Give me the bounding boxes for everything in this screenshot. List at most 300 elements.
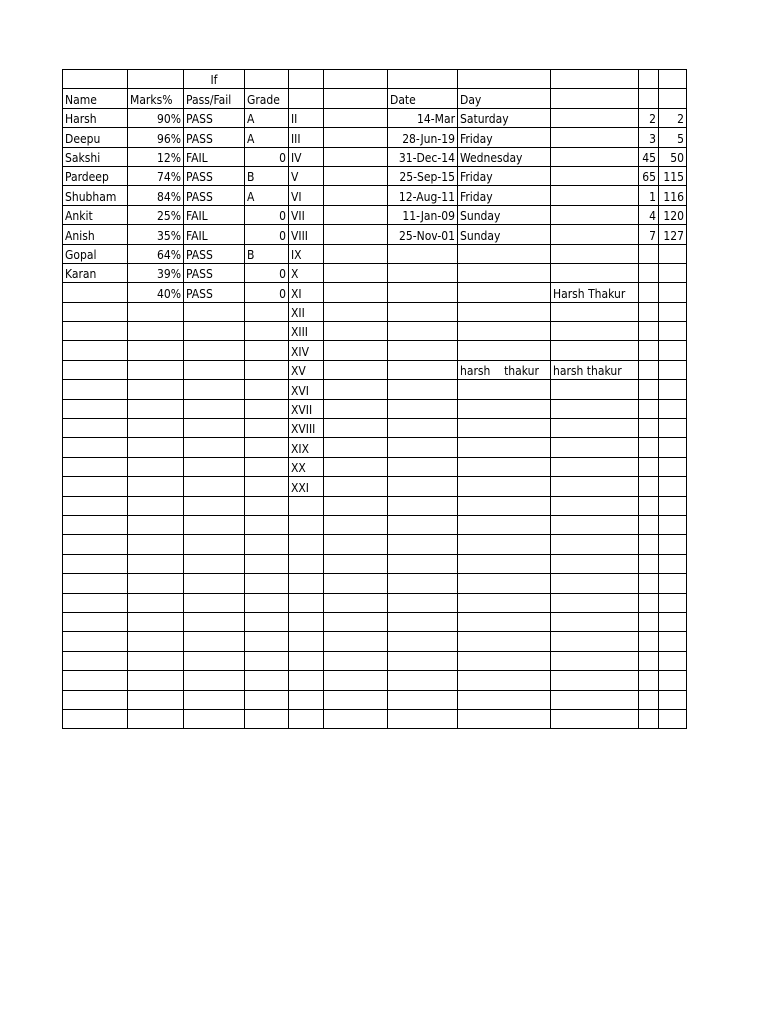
cell-text[interactable]: harsh thakur <box>551 360 639 379</box>
cell-grade[interactable] <box>245 690 289 709</box>
cell-text[interactable] <box>551 244 639 263</box>
cell-blank[interactable] <box>324 302 388 321</box>
cell-roman[interactable]: XX <box>289 457 324 476</box>
cell-blank[interactable] <box>324 341 388 360</box>
cell-roman[interactable] <box>289 535 324 554</box>
cell-grade[interactable] <box>245 438 289 457</box>
cell-roman[interactable]: XIX <box>289 438 324 457</box>
cell-date[interactable] <box>388 554 458 573</box>
cell-day[interactable]: Wednesday <box>458 147 551 166</box>
cell-value[interactable] <box>639 496 659 515</box>
cell-value[interactable]: 3 <box>639 128 659 147</box>
cell-text[interactable] <box>551 380 639 399</box>
cell-running-total[interactable] <box>659 244 687 263</box>
cell-roman[interactable]: XI <box>289 283 324 302</box>
cell-name[interactable] <box>63 690 128 709</box>
cell-blank[interactable] <box>324 690 388 709</box>
cell-value[interactable] <box>639 477 659 496</box>
cell-name[interactable] <box>63 477 128 496</box>
cell-value[interactable]: 65 <box>639 166 659 185</box>
cell-grade[interactable] <box>245 380 289 399</box>
cell-pass-fail[interactable] <box>184 632 245 651</box>
cell-pass-fail[interactable] <box>184 651 245 670</box>
cell-name[interactable] <box>63 283 128 302</box>
cell-name[interactable] <box>63 399 128 418</box>
cell-text[interactable] <box>551 438 639 457</box>
cell-pass-fail[interactable]: PASS <box>184 263 245 282</box>
cell-marks[interactable] <box>128 360 184 379</box>
cell-text[interactable] <box>551 128 639 147</box>
cell-roman[interactable] <box>289 496 324 515</box>
cell-value[interactable] <box>639 399 659 418</box>
cell-pass-fail[interactable] <box>184 360 245 379</box>
cell-day[interactable] <box>458 632 551 651</box>
cell-text[interactable] <box>551 457 639 476</box>
cell-pass-fail[interactable] <box>184 690 245 709</box>
cell-marks[interactable]: 74% <box>128 166 184 185</box>
cell-blank[interactable] <box>324 166 388 185</box>
cell-name[interactable]: Sakshi <box>63 147 128 166</box>
cell-value[interactable]: 2 <box>639 108 659 127</box>
cell-day[interactable] <box>458 574 551 593</box>
cell-roman[interactable]: XII <box>289 302 324 321</box>
cell-blank[interactable] <box>324 244 388 263</box>
cell-blank[interactable] <box>324 651 388 670</box>
cell-text[interactable] <box>551 70 639 89</box>
cell-blank[interactable] <box>324 457 388 476</box>
cell-running-total[interactable] <box>659 574 687 593</box>
cell-grade[interactable] <box>245 70 289 89</box>
cell-value[interactable] <box>639 70 659 89</box>
cell-blank[interactable] <box>324 225 388 244</box>
cell-blank[interactable] <box>324 128 388 147</box>
cell-pass-fail[interactable] <box>184 593 245 612</box>
cell-day[interactable] <box>458 477 551 496</box>
cell-running-total[interactable] <box>659 341 687 360</box>
cell-marks[interactable] <box>128 593 184 612</box>
cell-blank[interactable] <box>324 438 388 457</box>
cell-pass-fail[interactable]: PASS <box>184 283 245 302</box>
cell-blank[interactable] <box>324 186 388 205</box>
cell-name[interactable] <box>63 709 128 728</box>
cell-roman[interactable]: XIII <box>289 322 324 341</box>
cell-running-total[interactable] <box>659 438 687 457</box>
cell-name[interactable] <box>63 419 128 438</box>
cell-date[interactable] <box>388 244 458 263</box>
cell-blank[interactable] <box>324 632 388 651</box>
cell-marks[interactable] <box>128 632 184 651</box>
cell-value[interactable] <box>639 709 659 728</box>
cell-pass-fail[interactable]: If <box>184 70 245 89</box>
cell-blank[interactable] <box>324 593 388 612</box>
cell-roman[interactable]: X <box>289 263 324 282</box>
cell-pass-fail[interactable]: PASS <box>184 128 245 147</box>
cell-blank[interactable] <box>324 612 388 631</box>
cell-blank[interactable] <box>324 496 388 515</box>
cell-blank[interactable] <box>324 205 388 224</box>
cell-day[interactable]: Sunday <box>458 205 551 224</box>
cell-grade[interactable] <box>245 709 289 728</box>
cell-running-total[interactable]: 2 <box>659 108 687 127</box>
cell-marks[interactable] <box>128 399 184 418</box>
cell-roman[interactable]: XXI <box>289 477 324 496</box>
cell-roman[interactable]: VIII <box>289 225 324 244</box>
cell-running-total[interactable] <box>659 709 687 728</box>
cell-grade[interactable] <box>245 341 289 360</box>
cell-name[interactable] <box>63 632 128 651</box>
cell-marks[interactable]: 96% <box>128 128 184 147</box>
cell-name[interactable] <box>63 360 128 379</box>
cell-text[interactable] <box>551 147 639 166</box>
cell-day[interactable] <box>458 671 551 690</box>
cell-value[interactable]: 1 <box>639 186 659 205</box>
cell-pass-fail[interactable] <box>184 574 245 593</box>
cell-marks[interactable] <box>128 70 184 89</box>
cell-grade[interactable] <box>245 515 289 534</box>
cell-value[interactable] <box>639 438 659 457</box>
cell-grade[interactable]: 0 <box>245 205 289 224</box>
cell-date[interactable]: 28-Jun-19 <box>388 128 458 147</box>
cell-value[interactable] <box>639 380 659 399</box>
cell-value[interactable] <box>639 419 659 438</box>
cell-date[interactable] <box>388 457 458 476</box>
cell-grade[interactable] <box>245 477 289 496</box>
cell-running-total[interactable] <box>659 651 687 670</box>
cell-date[interactable] <box>388 438 458 457</box>
cell-text[interactable] <box>551 477 639 496</box>
cell-name[interactable] <box>63 496 128 515</box>
cell-text[interactable] <box>551 632 639 651</box>
cell-date[interactable] <box>388 612 458 631</box>
cell-grade[interactable] <box>245 302 289 321</box>
cell-date[interactable] <box>388 399 458 418</box>
cell-value[interactable]: 7 <box>639 225 659 244</box>
cell-grade[interactable]: Grade <box>245 89 289 108</box>
cell-running-total[interactable] <box>659 419 687 438</box>
cell-running-total[interactable] <box>659 593 687 612</box>
cell-running-total[interactable]: 5 <box>659 128 687 147</box>
cell-pass-fail[interactable] <box>184 554 245 573</box>
cell-value[interactable] <box>639 690 659 709</box>
cell-running-total[interactable] <box>659 554 687 573</box>
cell-roman[interactable]: IV <box>289 147 324 166</box>
cell-day[interactable] <box>458 380 551 399</box>
cell-text[interactable] <box>551 671 639 690</box>
cell-roman[interactable] <box>289 515 324 534</box>
cell-blank[interactable] <box>324 671 388 690</box>
cell-day[interactable] <box>458 341 551 360</box>
cell-roman[interactable] <box>289 651 324 670</box>
cell-blank[interactable] <box>324 283 388 302</box>
cell-blank[interactable] <box>324 554 388 573</box>
cell-day[interactable] <box>458 283 551 302</box>
cell-text[interactable] <box>551 709 639 728</box>
cell-marks[interactable] <box>128 535 184 554</box>
cell-roman[interactable] <box>289 612 324 631</box>
cell-name[interactable] <box>63 671 128 690</box>
cell-roman[interactable]: VI <box>289 186 324 205</box>
cell-blank[interactable] <box>324 89 388 108</box>
cell-value[interactable] <box>639 651 659 670</box>
cell-name[interactable]: Ankit <box>63 205 128 224</box>
cell-roman[interactable]: II <box>289 108 324 127</box>
cell-blank[interactable] <box>324 322 388 341</box>
cell-pass-fail[interactable]: FAIL <box>184 225 245 244</box>
cell-date[interactable] <box>388 632 458 651</box>
cell-day[interactable]: Saturday <box>458 108 551 127</box>
cell-marks[interactable] <box>128 651 184 670</box>
cell-name[interactable] <box>63 438 128 457</box>
cell-running-total[interactable]: 116 <box>659 186 687 205</box>
cell-running-total[interactable] <box>659 263 687 282</box>
cell-blank[interactable] <box>324 535 388 554</box>
cell-date[interactable] <box>388 671 458 690</box>
cell-pass-fail[interactable] <box>184 671 245 690</box>
cell-roman[interactable] <box>289 89 324 108</box>
cell-value[interactable] <box>639 341 659 360</box>
cell-roman[interactable]: III <box>289 128 324 147</box>
cell-pass-fail[interactable]: PASS <box>184 108 245 127</box>
cell-running-total[interactable] <box>659 70 687 89</box>
cell-value[interactable] <box>639 554 659 573</box>
cell-roman[interactable] <box>289 671 324 690</box>
cell-grade[interactable] <box>245 457 289 476</box>
cell-day[interactable] <box>458 70 551 89</box>
cell-name[interactable]: Harsh <box>63 108 128 127</box>
cell-date[interactable] <box>388 70 458 89</box>
cell-blank[interactable] <box>324 70 388 89</box>
cell-roman[interactable]: IX <box>289 244 324 263</box>
cell-day[interactable] <box>458 496 551 515</box>
cell-name[interactable] <box>63 535 128 554</box>
cell-day[interactable]: harsh thakur <box>458 360 551 379</box>
cell-day[interactable]: Friday <box>458 186 551 205</box>
cell-text[interactable] <box>551 515 639 534</box>
cell-marks[interactable]: 90% <box>128 108 184 127</box>
cell-value[interactable] <box>639 244 659 263</box>
cell-pass-fail[interactable]: PASS <box>184 166 245 185</box>
cell-text[interactable] <box>551 341 639 360</box>
cell-day[interactable] <box>458 419 551 438</box>
cell-text[interactable] <box>551 89 639 108</box>
cell-day[interactable] <box>458 302 551 321</box>
cell-pass-fail[interactable] <box>184 322 245 341</box>
cell-running-total[interactable]: 115 <box>659 166 687 185</box>
cell-roman[interactable]: XIV <box>289 341 324 360</box>
cell-grade[interactable]: B <box>245 166 289 185</box>
cell-running-total[interactable] <box>659 89 687 108</box>
cell-running-total[interactable] <box>659 612 687 631</box>
cell-value[interactable] <box>639 457 659 476</box>
cell-name[interactable] <box>63 70 128 89</box>
cell-blank[interactable] <box>324 419 388 438</box>
cell-text[interactable] <box>551 651 639 670</box>
cell-grade[interactable] <box>245 651 289 670</box>
cell-text[interactable] <box>551 302 639 321</box>
cell-day[interactable] <box>458 690 551 709</box>
cell-name[interactable] <box>63 322 128 341</box>
cell-roman[interactable] <box>289 574 324 593</box>
cell-roman[interactable] <box>289 593 324 612</box>
cell-pass-fail[interactable] <box>184 457 245 476</box>
cell-roman[interactable] <box>289 632 324 651</box>
cell-day[interactable] <box>458 322 551 341</box>
cell-blank[interactable] <box>324 399 388 418</box>
cell-pass-fail[interactable] <box>184 612 245 631</box>
cell-day[interactable] <box>458 709 551 728</box>
cell-grade[interactable] <box>245 554 289 573</box>
cell-name[interactable] <box>63 380 128 399</box>
cell-marks[interactable]: 25% <box>128 205 184 224</box>
cell-day[interactable] <box>458 593 551 612</box>
cell-running-total[interactable] <box>659 322 687 341</box>
cell-marks[interactable]: 40% <box>128 283 184 302</box>
cell-pass-fail[interactable] <box>184 302 245 321</box>
cell-marks[interactable]: 12% <box>128 147 184 166</box>
cell-marks[interactable] <box>128 574 184 593</box>
cell-blank[interactable] <box>324 515 388 534</box>
cell-marks[interactable] <box>128 322 184 341</box>
cell-value[interactable]: 45 <box>639 147 659 166</box>
cell-day[interactable]: Friday <box>458 128 551 147</box>
cell-name[interactable] <box>63 554 128 573</box>
cell-grade[interactable] <box>245 632 289 651</box>
cell-day[interactable] <box>458 554 551 573</box>
cell-value[interactable] <box>639 535 659 554</box>
cell-day[interactable] <box>458 399 551 418</box>
cell-text[interactable] <box>551 205 639 224</box>
cell-text[interactable] <box>551 612 639 631</box>
cell-running-total[interactable]: 120 <box>659 205 687 224</box>
cell-roman[interactable]: XV <box>289 360 324 379</box>
cell-day[interactable] <box>458 244 551 263</box>
cell-marks[interactable] <box>128 709 184 728</box>
cell-day[interactable] <box>458 263 551 282</box>
cell-value[interactable] <box>639 574 659 593</box>
cell-name[interactable] <box>63 593 128 612</box>
cell-pass-fail[interactable] <box>184 341 245 360</box>
cell-date[interactable] <box>388 263 458 282</box>
cell-roman[interactable]: V <box>289 166 324 185</box>
cell-value[interactable] <box>639 89 659 108</box>
cell-grade[interactable] <box>245 671 289 690</box>
cell-date[interactable]: 11-Jan-09 <box>388 205 458 224</box>
cell-running-total[interactable] <box>659 457 687 476</box>
cell-text[interactable] <box>551 166 639 185</box>
cell-date[interactable] <box>388 341 458 360</box>
cell-day[interactable] <box>458 457 551 476</box>
cell-name[interactable] <box>63 612 128 631</box>
cell-name[interactable]: Anish <box>63 225 128 244</box>
cell-running-total[interactable] <box>659 477 687 496</box>
cell-grade[interactable] <box>245 399 289 418</box>
cell-running-total[interactable] <box>659 515 687 534</box>
cell-value[interactable]: 4 <box>639 205 659 224</box>
cell-date[interactable] <box>388 651 458 670</box>
cell-marks[interactable] <box>128 477 184 496</box>
cell-marks[interactable] <box>128 457 184 476</box>
cell-text[interactable] <box>551 186 639 205</box>
cell-text[interactable]: Harsh Thakur <box>551 283 639 302</box>
cell-marks[interactable] <box>128 496 184 515</box>
cell-running-total[interactable] <box>659 690 687 709</box>
cell-name[interactable]: Karan <box>63 263 128 282</box>
cell-roman[interactable] <box>289 690 324 709</box>
cell-text[interactable] <box>551 690 639 709</box>
cell-marks[interactable] <box>128 341 184 360</box>
cell-grade[interactable]: 0 <box>245 283 289 302</box>
cell-day[interactable] <box>458 612 551 631</box>
cell-blank[interactable] <box>324 147 388 166</box>
cell-running-total[interactable] <box>659 302 687 321</box>
cell-value[interactable] <box>639 515 659 534</box>
cell-grade[interactable] <box>245 574 289 593</box>
cell-roman[interactable]: XVIII <box>289 419 324 438</box>
cell-text[interactable] <box>551 419 639 438</box>
cell-grade[interactable]: A <box>245 128 289 147</box>
cell-blank[interactable] <box>324 477 388 496</box>
cell-pass-fail[interactable] <box>184 515 245 534</box>
cell-date[interactable] <box>388 593 458 612</box>
cell-text[interactable] <box>551 496 639 515</box>
cell-marks[interactable] <box>128 419 184 438</box>
cell-day[interactable] <box>458 535 551 554</box>
cell-text[interactable] <box>551 574 639 593</box>
cell-name[interactable] <box>63 341 128 360</box>
cell-pass-fail[interactable] <box>184 535 245 554</box>
cell-text[interactable] <box>551 535 639 554</box>
cell-date[interactable] <box>388 709 458 728</box>
cell-date[interactable]: 25-Nov-01 <box>388 225 458 244</box>
cell-roman[interactable]: XVII <box>289 399 324 418</box>
cell-roman[interactable]: VII <box>289 205 324 224</box>
cell-marks[interactable]: 35% <box>128 225 184 244</box>
cell-grade[interactable] <box>245 419 289 438</box>
cell-date[interactable] <box>388 283 458 302</box>
cell-marks[interactable]: 84% <box>128 186 184 205</box>
cell-text[interactable] <box>551 225 639 244</box>
cell-marks[interactable] <box>128 302 184 321</box>
cell-grade[interactable]: 0 <box>245 225 289 244</box>
cell-marks[interactable]: 64% <box>128 244 184 263</box>
cell-marks[interactable] <box>128 612 184 631</box>
cell-grade[interactable]: A <box>245 108 289 127</box>
cell-date[interactable]: 14-Mar <box>388 108 458 127</box>
cell-running-total[interactable]: 50 <box>659 147 687 166</box>
cell-text[interactable] <box>551 593 639 612</box>
cell-grade[interactable] <box>245 535 289 554</box>
cell-value[interactable] <box>639 302 659 321</box>
cell-text[interactable] <box>551 322 639 341</box>
cell-marks[interactable] <box>128 515 184 534</box>
cell-marks[interactable] <box>128 380 184 399</box>
cell-name[interactable] <box>63 457 128 476</box>
cell-running-total[interactable] <box>659 671 687 690</box>
cell-name[interactable]: Deepu <box>63 128 128 147</box>
cell-running-total[interactable] <box>659 632 687 651</box>
cell-grade[interactable] <box>245 593 289 612</box>
cell-grade[interactable]: A <box>245 186 289 205</box>
cell-value[interactable] <box>639 671 659 690</box>
cell-date[interactable]: 31-Dec-14 <box>388 147 458 166</box>
cell-running-total[interactable] <box>659 399 687 418</box>
cell-date[interactable] <box>388 360 458 379</box>
cell-text[interactable] <box>551 554 639 573</box>
cell-pass-fail[interactable]: PASS <box>184 186 245 205</box>
cell-marks[interactable]: Marks% <box>128 89 184 108</box>
cell-pass-fail[interactable]: PASS <box>184 244 245 263</box>
cell-grade[interactable]: 0 <box>245 147 289 166</box>
